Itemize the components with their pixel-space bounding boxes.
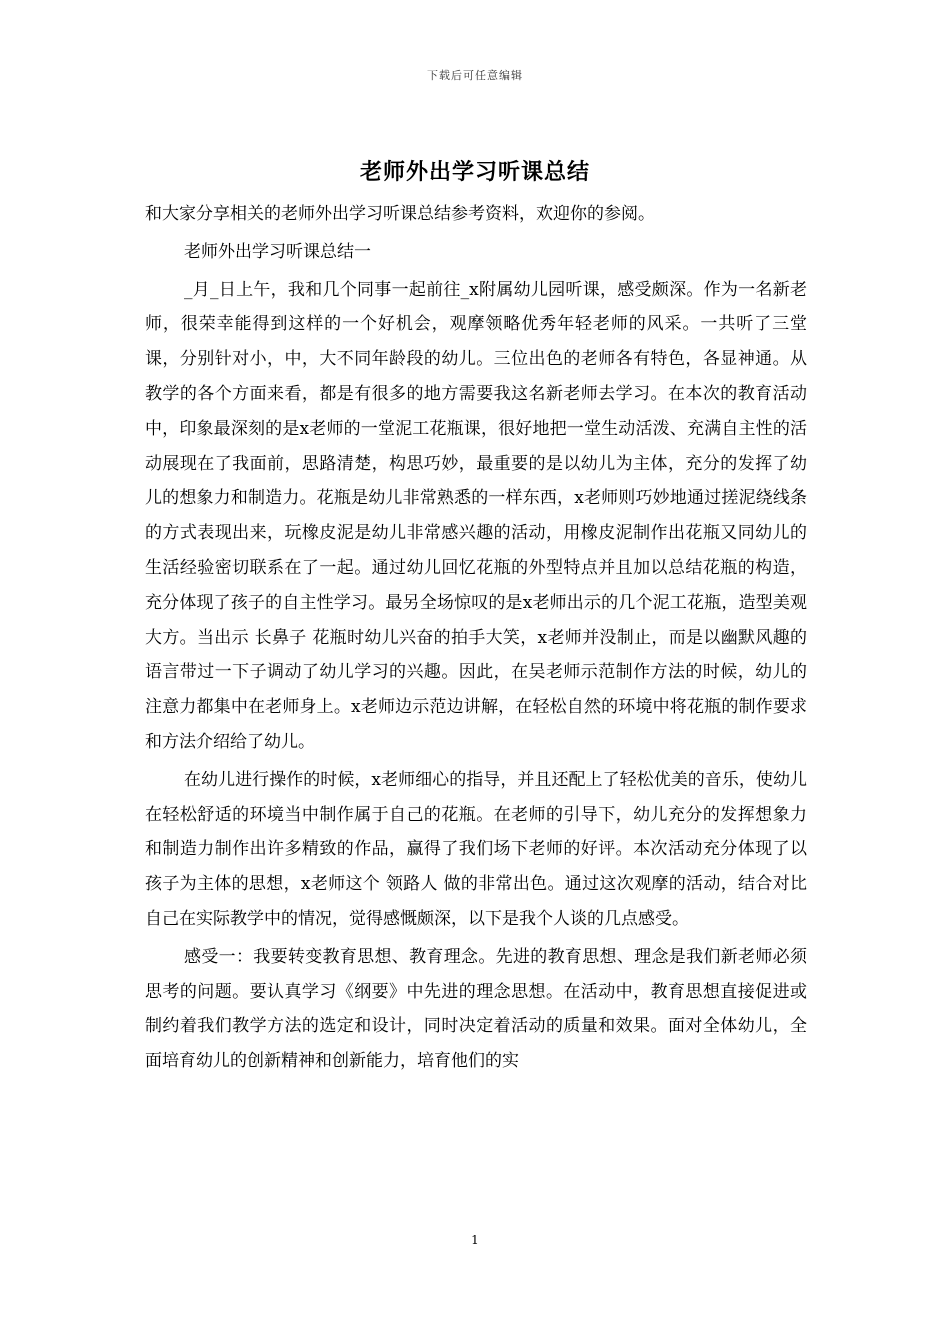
intro-paragraph: 和大家分享相关的老师外出学习听课总结参考资料，欢迎你的参阅。 <box>145 204 655 224</box>
body-paragraph: 在幼儿进行操作的时候，x老师细心的指导，并且还配上了轻松优美的音乐，使幼儿在轻松舒适的环境当中制作属于自己的花瓶。在老师的引导下，幼儿充分的发挥想象力和制造力制作出许多精致的作品，赢得了我们场下老师的好评。本次活动充分体现了以孩子为主体的思想，x老师这个 领路人 做的非常出色。通过这次观摩的活动，结合对比自己在实际教学中的情况，觉得感慨颇深，以下是我个人谈的几点感受。 <box>145 769 807 929</box>
document-title: 老师外出学习听课总结 <box>359 159 590 185</box>
body-paragraph: 感受一：我要转变教育思想、教育理念。先进的教育思想、理念是我们新老师必须思考的问题。要认真学习《纲要》中先进的理念思想。在活动中，教育思想直接促进或制约着我们教学方法的选定和设计，同时决定着活动的质量和效果。面对全体幼儿，全面培育幼儿的创新精神和创新能力，培育他们的实 <box>145 946 807 1072</box>
section-heading: 老师外出学习听课总结一 <box>184 241 371 262</box>
header-note: 下载后可任意编辑 <box>427 69 523 82</box>
document-body <box>145 197 807 1082</box>
body-paragraph: _月_日上午，我和几个同事一起前往_x附属幼儿园听课，感受颇深。作为一名新老师，很荣幸能得到这样的一个好机会，观摩领略优秀年轻老师的风采。一共听了三堂课，分别针对小，中，大不同年龄段的幼儿。三位出色的老师各有特色，各显神通。从教学的各个方面来看，都是有很多的地方需要我这名新老师去学习。在本次的教育活动中，印象最深刻的是x老师的一堂泥工花瓶课，很好地把一堂生动活泼、充满自主性的活动展现在了我面前，思路清楚，构思巧妙，最重要的是以幼儿为主体，充分的发挥了幼儿的想象力和制造力。花瓶是幼儿非常熟悉的一样东西，x老师则巧妙地通过搓泥绕线条的方式表现出来，玩橡皮泥是幼儿非常感兴趣的活动，用橡皮泥制作出花瓶又同幼儿的生活经验密切联系在了一起。通过幼儿回忆花瓶的外型特点并且加以总结花瓶的构造，充分体现了孩子的自主性学习。最另全场惊叹的是x老师出示的几个泥工花瓶，造型美观大方。当出示 长鼻子 花瓶时幼儿兴奋的拍手大笑，x老师并没制止，而是以幽默风趣的语言带过一下子调动了幼儿学习的兴趣。因此，在吴老师示范制作方法的时候，幼儿的注意力都集中在老师身上。x老师边示范边讲解，在轻松自然的环境中将花瓶的制作要求和方法介绍给了幼儿。 <box>145 279 807 752</box>
page-number: 1 <box>471 1233 479 1247</box>
